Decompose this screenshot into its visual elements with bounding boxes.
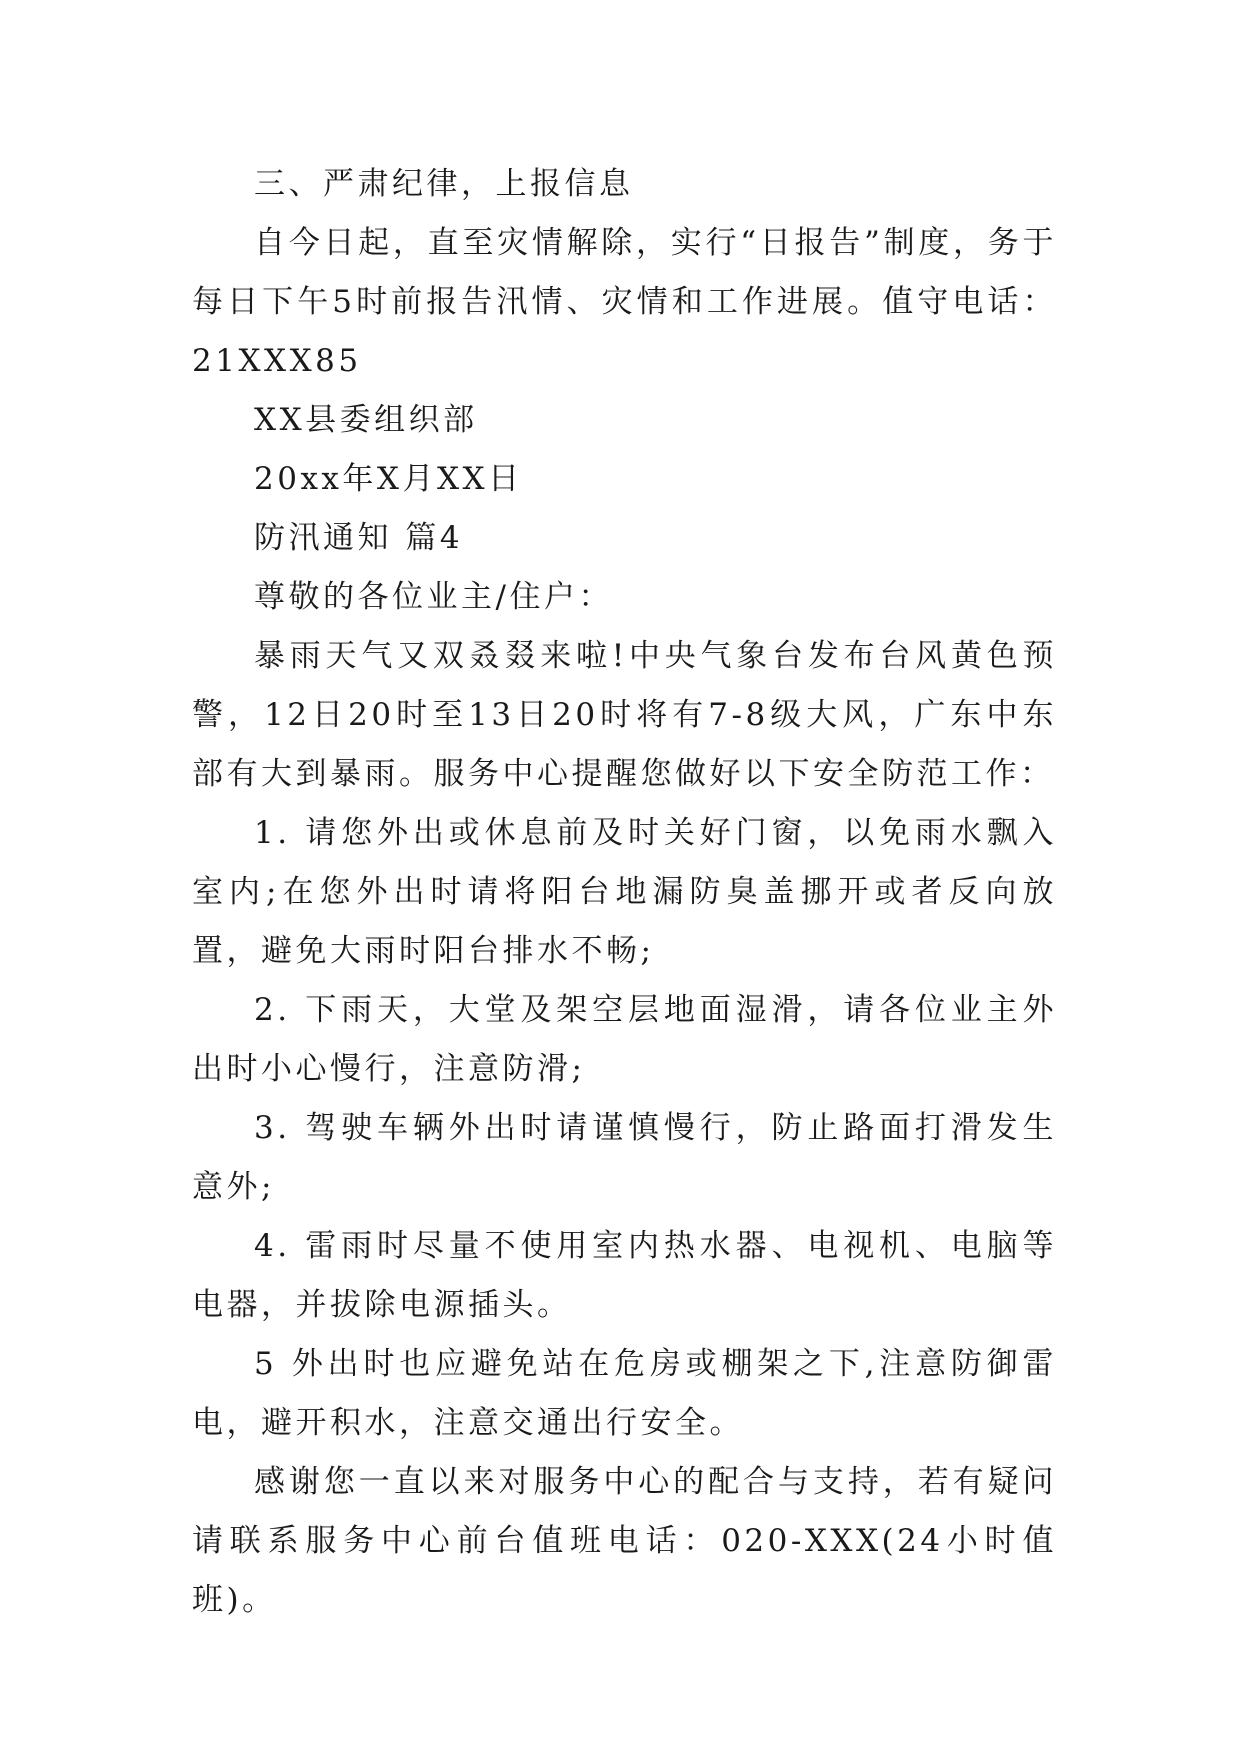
report-instruction-paragraph: 自今日起，直至灾情解除，实行“日报告”制度，务于每日下午5时前报告汛情、灾情和工作进展。值守电话：21XXX85 bbox=[192, 225, 1057, 379]
tip-item-1: 1. 请您外出或休息前及时关好门窗，以免雨水飘入室内;在您外出时请将阳台地漏防臭盖挪开或者反向放置，避免大雨时阳台排水不畅; bbox=[192, 815, 1057, 969]
document-page bbox=[192, 155, 1057, 1630]
closing-paragraph: 感谢您一直以来对服务中心的配合与支持，若有疑问请联系服务中心前台值班电话：020-XXX(24小时值班)。 bbox=[192, 1464, 1057, 1618]
tip-item-5: 5 外出时也应避免站在危房或棚架之下,注意防御雷电，避开积水，注意交通出行安全。 bbox=[192, 1346, 1057, 1441]
issue-date: 20xx年X月XX日 bbox=[254, 461, 523, 497]
tip-item-4: 4. 雷雨时尽量不使用室内热水器、电视机、电脑等电器，并拔除电源插头。 bbox=[192, 1228, 1057, 1323]
tip-item-3: 3. 驾驶车辆外出时请谨慎慢行，防止路面打滑发生意外; bbox=[192, 1110, 1057, 1205]
section-heading: 三、严肃纪律，上报信息 bbox=[254, 166, 634, 202]
issuer-name: XX县委组织部 bbox=[254, 402, 478, 438]
weather-warning-paragraph: 暴雨天气又双叒叕来啦!中央气象台发布台风黄色预警，12日20时至13日20时将有7-8级大风，广东中东部有大到暴雨。服务中心提醒您做好以下安全防范工作： bbox=[192, 638, 1057, 792]
salutation: 尊敬的各位业主/住户： bbox=[254, 579, 613, 615]
notice-title: 防汛通知 篇4 bbox=[254, 520, 464, 556]
tip-item-2: 2. 下雨天，大堂及架空层地面湿滑，请各位业主外出时小心慢行，注意防滑; bbox=[192, 992, 1057, 1087]
